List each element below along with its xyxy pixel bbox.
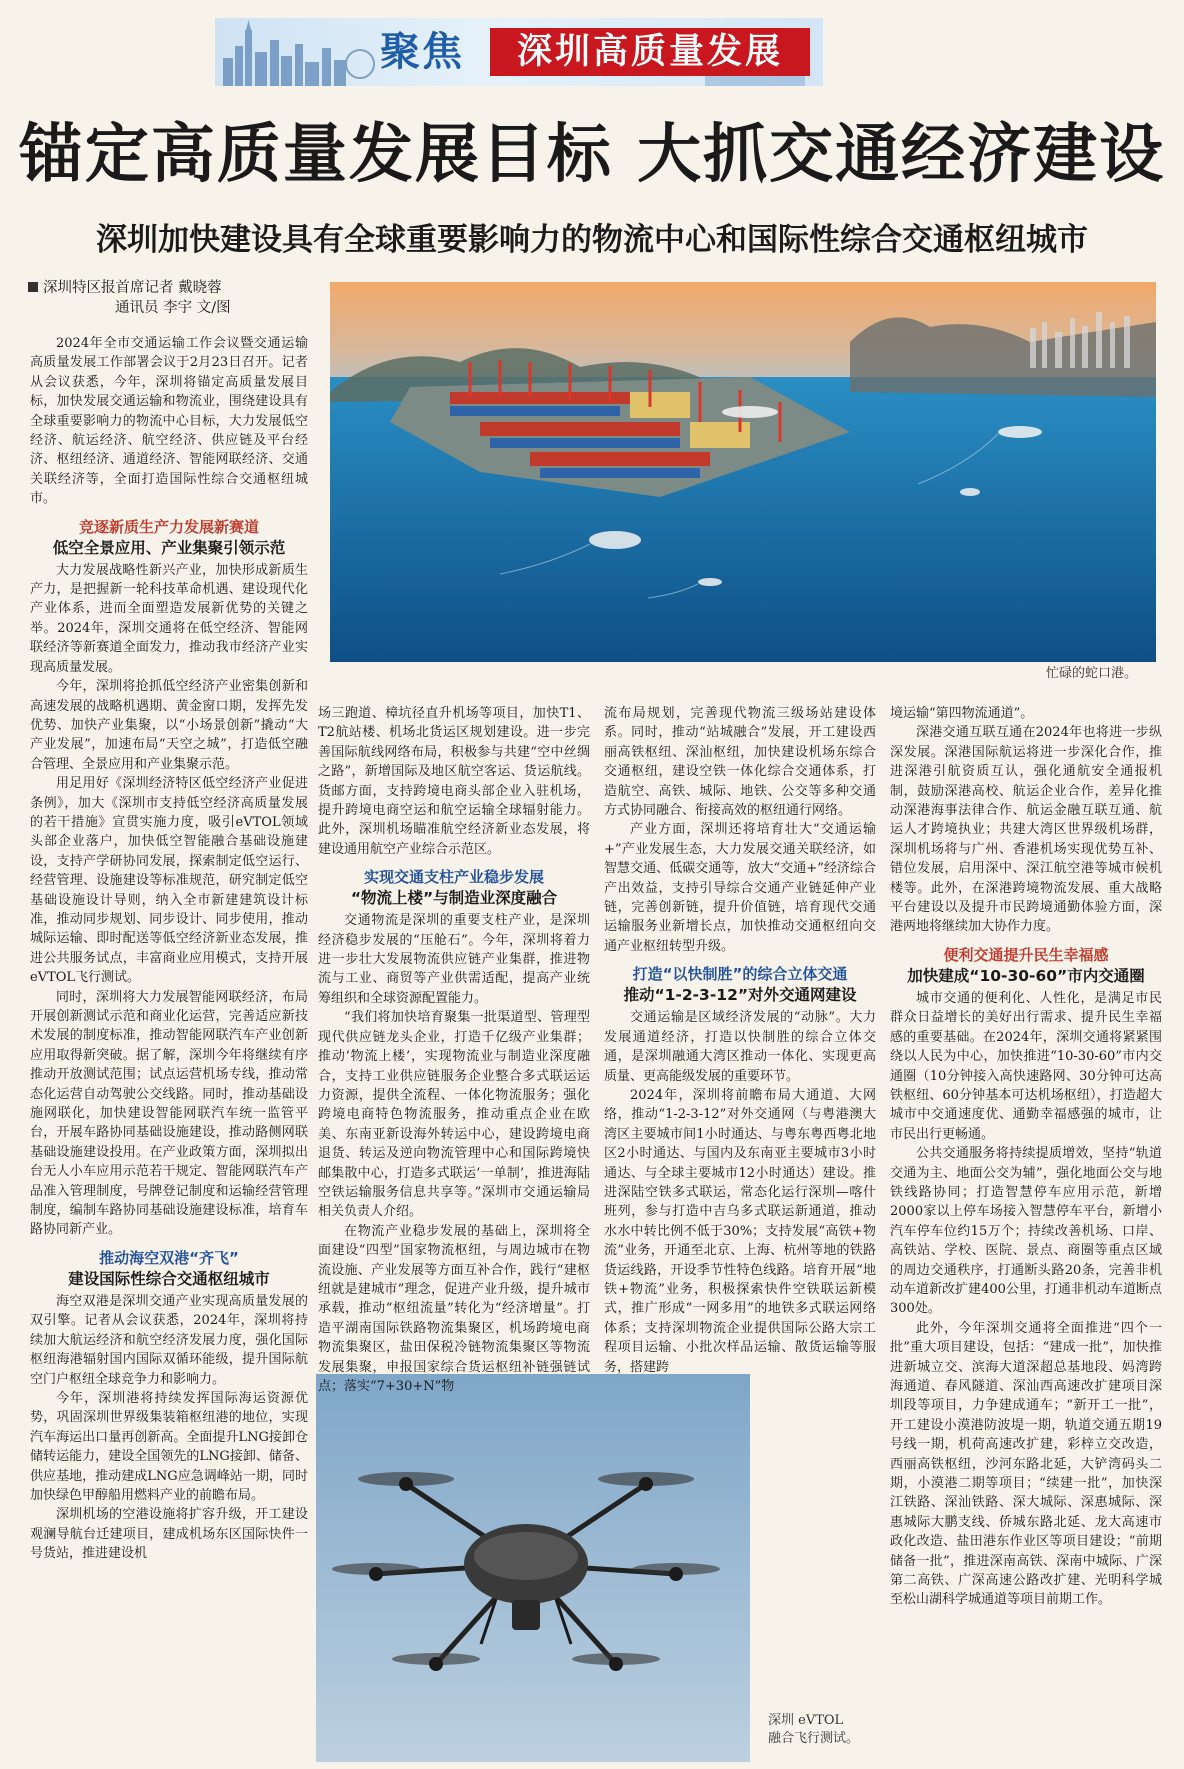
paragraph: 境运输“第四物流通道”。 <box>890 706 1034 721</box>
section-heading-sea-air: 推动海空双港“齐飞” <box>99 1248 239 1267</box>
paragraph: 场三跑道、樟坑径直升机场等项目，加快T1、T2航站楼、机场北货运区规划建设。进一步完善国际航线网络布局，积极参与共建“空中丝绸之路”，新增国际及地区航空客运、货运航线。货邮方面，支持跨境电商头部企业入驻机场，提升跨境电商空运和航空运输全球辐射能力。此外，深圳机场瞄准航空经济新业态发展，将建设通用航空产业综合示范区。 <box>318 706 590 857</box>
banner-label: 聚焦 <box>380 28 464 75</box>
paragraph: 海空双港是深圳交通产业实现高质量发展的双引擎。记者从会议获悉，2024年，深圳将持续加大航运经济和航空经济发展力度，强化国际枢纽海港辐射国内国际双循环能级，提升国际航空门户枢纽全球竞争力和影响力。 <box>30 1293 308 1387</box>
byline-reporter: 深圳特区报首席记者 戴晓蓉 <box>43 280 222 296</box>
section-heading-new-track: 竞逐新质生产力发展新赛道 <box>78 517 259 536</box>
section-subheading-logistics-upstairs: “物流上楼”与制造业深度融合 <box>350 889 558 908</box>
paragraph: 流布局规划，完善现代物流三级场站建设体系。同时，推动“站城融合”发展，开工建设西丽高铁枢纽、深汕枢纽，加快建设机场东综合交通枢纽，建设空铁一体化综合交通体系，打造航空、高铁、城际、地铁、公交等多种交通方式协同融合、衔接高效的枢纽通行网络。 <box>604 706 876 819</box>
paragraph: 交通运输是区域经济发展的“动脉”。大力发展通道经济，打造以快制胜的综合立体交通，是深圳融通大湾区推动一体化、实现更高质量、更高能级发展的重要环节。 <box>604 1010 876 1084</box>
paragraph: 深圳机场的空港设施将扩容升级，开工建设观澜导航台迁建项目，建成机场东区国际快件一号货站，推进建设机 <box>30 1507 308 1562</box>
drone-caption-line1: 深圳 eVTOL <box>768 1713 844 1728</box>
section-heading-pillar-industry: 实现交通支柱产业稳步发展 <box>363 868 544 887</box>
intro-paragraph: 2024年全市交通运输工作会议暨交通运输高质量发展工作部署会议于2月23日召开。记者从会议获悉，今年，深圳将锚定高质量发展目标，加快发展交通运输和物流业，围绕建设具有全球重要影响力的物流中心目标，大力发展低空经济、航运经济、航空经济、供应链及平台经济、枢纽经济、通道经济、智能网联经济、交通关联经济等，全面打造国际性综合交通枢纽城市。 <box>30 336 308 507</box>
paragraph: 大力发展战略性新兴产业，加快形成新质生产力，是把握新一轮科技革命机遇、建设现代化产业体系，进而全面塑造发展新优势的关键之举。2024年，深圳交通将在低空经济、智能网联经济等新赛道全面发力，推动我市经济产业实现高质量发展。 <box>30 562 308 675</box>
paragraph: 深港交通互联互通在2024年也将进一步纵深发展。深港国际航运将进一步深化合作，推进深港引航资质互认，强化通航安全通报机制，鼓励深港高校、航运企业合作，差异化推动深港海事法律合作、航运金融互联互通、航运人才跨境执业；共建大湾区世界级机场群，深圳机场将与广州、香港机场实现优势互补、错位发展，启用深中、深江航空港等城市候机楼等。此外，在深港跨境物流发展、重大战略平台建设以及提升市民跨境通勤体验方面，深港两地将继续加大协作力度。 <box>890 725 1162 935</box>
section-subheading-low-altitude: 低空全景应用、产业集聚引领示范 <box>52 538 286 557</box>
paragraph: 2024年，深圳将前瞻布局大通道、大网络，推动“1-2-3-12”对外交通网（与粤港澳大湾区主要城市间1小时通达、与粤东粤西粤北地区2小时通达、与国内及东南亚主要城市3小时通达、与全球主要城市12小时通达）建设。推进深陆空铁多式联运，常态化运行深圳—喀什班列，参与打造中吉乌多式联运新通道，推动水水中转比例不低于30%；支持发展“高铁+物流”业务，开通至北京、上海、杭州等地的铁路货运线路，开设季节性特色线路。培育开展“地铁+物流”业务，积极探索快件空铁联运新模式，推广形成“一网多用”的地铁多式联运网络体系；支持深圳物流企业提供国际公路大宗工程项目运输、小批次样品运输、散货运输等服务，搭建跨 <box>604 1087 876 1375</box>
paragraph: “我们将加快培育聚集一批渠道型、管理型现代供应链龙头企业，打造千亿级产业集群；推动‘物流上楼’，实现物流业与制造业深度融合，支持工业供应链服务企业整合多式联运运力资源，提供全流程、一体化物流服务；强化跨境电商特色物流服务，推动重点企业在欧美、东南亚新设海外转运中心，建设跨境电商退货、转运及逆向物流管理中心和国际跨境快邮集散中心，打造多式联运‘一单制’，推进海陆空铁运输服务信息共享等。”深圳市交通运输局相关负责人介绍。 <box>318 1010 590 1220</box>
paragraph: 用足用好《深圳经济特区低空经济产业促进条例》，加大《深圳市支持低空经济高质量发展的若干措施》宣贯实施力度，吸引eVTOL领域头部企业落户，加快低空智能融合基础设施建设，支持产学研协同发展，探索制定低空运行、经营管理、设施建设等标准规范，研究制定低空基础设施设计导则，纳入全市新建建筑设计标准，推动同步规划、同步设计、同步使用，推动城际运输、即时配送等低空经济新业态发展，推进公共服务试点，丰富商业应用模式，支持开展eVTOL飞行测试。 <box>30 776 308 986</box>
page-title: 锚定高质量发展目标 大抓交通经济建设 <box>18 118 1166 192</box>
paragraph: 今年，深圳将抢抓低空经济产业密集创新和高速发展的战略机遇期、黄金窗口期，发挥先发优势、加快产业集聚，以“小场景创新”撬动“大产业发展”，加速布局“天空之城”，打造低空融合管理、全景应用和产业集聚示范。 <box>30 679 308 772</box>
banner-tag: 深圳高质量发展 <box>490 28 810 76</box>
section-subheading-hub-city: 建设国际性综合交通枢纽城市 <box>68 1269 270 1288</box>
paragraph: 今年，深圳港将持续发挥国际海运资源优势，巩固深圳世界级集装箱枢纽港的地位，实现汽车海运出口量再创新高。全面提升LNG接卸仓储转运能力，建设全国领先的LNG接卸、储备、供应基地，推动建成LNG应急调峰站一期，同时加快绿色甲醇船用燃料产业的前瞻布局。 <box>30 1390 308 1503</box>
drone-photo-caption <box>768 1712 888 1748</box>
paragraph: 城市交通的便利化、人性化，是满足市民群众日益增长的美好出行需求、提升民生幸福感的重要基础。在2024年，深圳交通将紧紧围绕以人民为中心，加快推进“10-30-60”市内交通圈（10分钟接入高快速路网、30分钟可达高铁枢纽、60分钟基本可达机场枢纽），打造超大城市中交通速度优、通勤幸福感强的城市，让市民出行更畅通。 <box>890 990 1162 1142</box>
article-column-3 <box>604 704 876 1375</box>
section-subheading-1-2-3-12: 推动“1-2-3-12”对外交通网建设 <box>623 986 857 1005</box>
paragraph: 产业方面，深圳还将培育壮大“交通运输+”产业发展生态，大力发展交通关联经济，如智慧交通、低碳交通等，放大“交通+”经济综合产出效益，支持引导综合交通产业链延伸产业链，完善创新链，提升价值链，培育现代交通运输服务业新增长点，加快推动交通枢纽向交通产业枢纽转型升级。 <box>604 822 876 954</box>
article-column-1 <box>30 334 308 1764</box>
article-column-4 <box>890 704 1162 1764</box>
byline-correspondent: 通讯员 李宇 文/图 <box>115 300 231 316</box>
paragraph: 公共交通服务将持续提质增效，坚持“轨道交通为主、地面公交为辅”，强化地面公交与地铁线路协同；打造智慧停车应用示范，新增2000家以上停车场接入智慧停车平台，新增小汽车停车位约15万个；持续改善机场、口岸、高铁站、学校、医院、景点、商圈等重点区域的周边交通秩序，打通断头路20条，完善非机动车道新改扩建400公里，打通非机动车道断点300处。 <box>890 1146 1162 1317</box>
section-subheading-10-30-60: 加快建成“10-30-60”市内交通圈 <box>907 966 1145 985</box>
square-bullet-icon <box>28 282 38 292</box>
paragraph: 交通物流是深圳的重要支柱产业，是深圳经济稳步发展的“压舱石”。今年，深圳将着力进一步壮大发展物流供应链产业集群，推进物流与工业、商贸等产业供需适配，提高产业统筹组织和全球资源配置能力。 <box>318 913 590 1006</box>
port-photo <box>330 282 1156 662</box>
section-heading-livelihood: 便利交通提升民生幸福感 <box>943 945 1109 964</box>
article-column-2 <box>318 704 590 1394</box>
byline <box>28 278 328 318</box>
paragraph: 此外，今年深圳交通将全面推进“四个一批”重大项目建设，包括：“建成一批”，加快推进新城立交、滨海大道深超总基地段、妈湾跨海通道、春风隧道、深汕西高速改扩建项目深圳段等项目，力争建成通车；“新开工一批”，开工建设小漠港防波堤一期，轨道交通五期19号线一期，机荷高速改扩建，彩梓立交改造，西丽高铁枢纽，沙河东路北延，大铲湾码头二期，小漠港二期等项目；“续建一批”，加快深江铁路、深汕铁路、深大城际、深惠城际、深惠城际大鹏支线、侨城东路北延、龙大高速市政化改造、盐田港东作业区等项目建设；“前期储备一批”，推进深南高铁、深南中城际、广深第二高铁、广深高速公路改扩建、光明科学城至松山湖科学城通道等项目前期工作。 <box>890 1320 1162 1608</box>
paragraph: 同时，深圳将大力发展智能网联经济，布局开展创新测试示范和商业化运营，完善适应新技术发展的制度标准，推动智能网联汽车产业创新应用取得新突破。据了解，深圳今年将继续有序推动开放测试范围；试点运营机场专线，推动常态化运营自动驾驶公交线路。同时，推动基础设施网联化，加快建设智能网联汽车统一监管平台，开展车路协同基础设施建设，推动路侧网联基础设施建设投用。在产业政策方面，深圳拟出台无人小车应用示范若干规定、智能网联汽车产品准入管理制度，号牌登记制度和运输经营管理制度，编制车路协同基础设施建设标准，培育车路协同新产业。 <box>30 989 308 1238</box>
drone-photo <box>316 1374 750 1762</box>
section-heading-fast-transport: 打造“以快制胜”的综合立体交通 <box>632 965 848 984</box>
paragraph: 在物流产业稳步发展的基础上，深圳将全面建设“四型”国家物流枢纽，与周边城市在物流设施、产业发展等方面互补合作，践行“建枢纽就是建城市”理念，促进产业升级，提升城市承载，推动“枢纽流量”转化为“经济增量”。打造平湖南国际铁路物流集聚区，机场跨境电商物流集聚区，盐田保税冷链物流集聚区等物流发展集聚，申报国家综合货运枢纽补链强链试点；落实“7+30+N”物 <box>318 1223 590 1394</box>
page-subtitle: 深圳加快建设具有全球重要影响力的物流中心和国际性综合交通枢纽城市 <box>96 222 1088 258</box>
port-photo-caption: 忙碌的蛇口港。 <box>1046 666 1138 681</box>
section-banner <box>215 18 823 86</box>
drone-caption-line2: 融合飞行测试。 <box>768 1731 860 1746</box>
